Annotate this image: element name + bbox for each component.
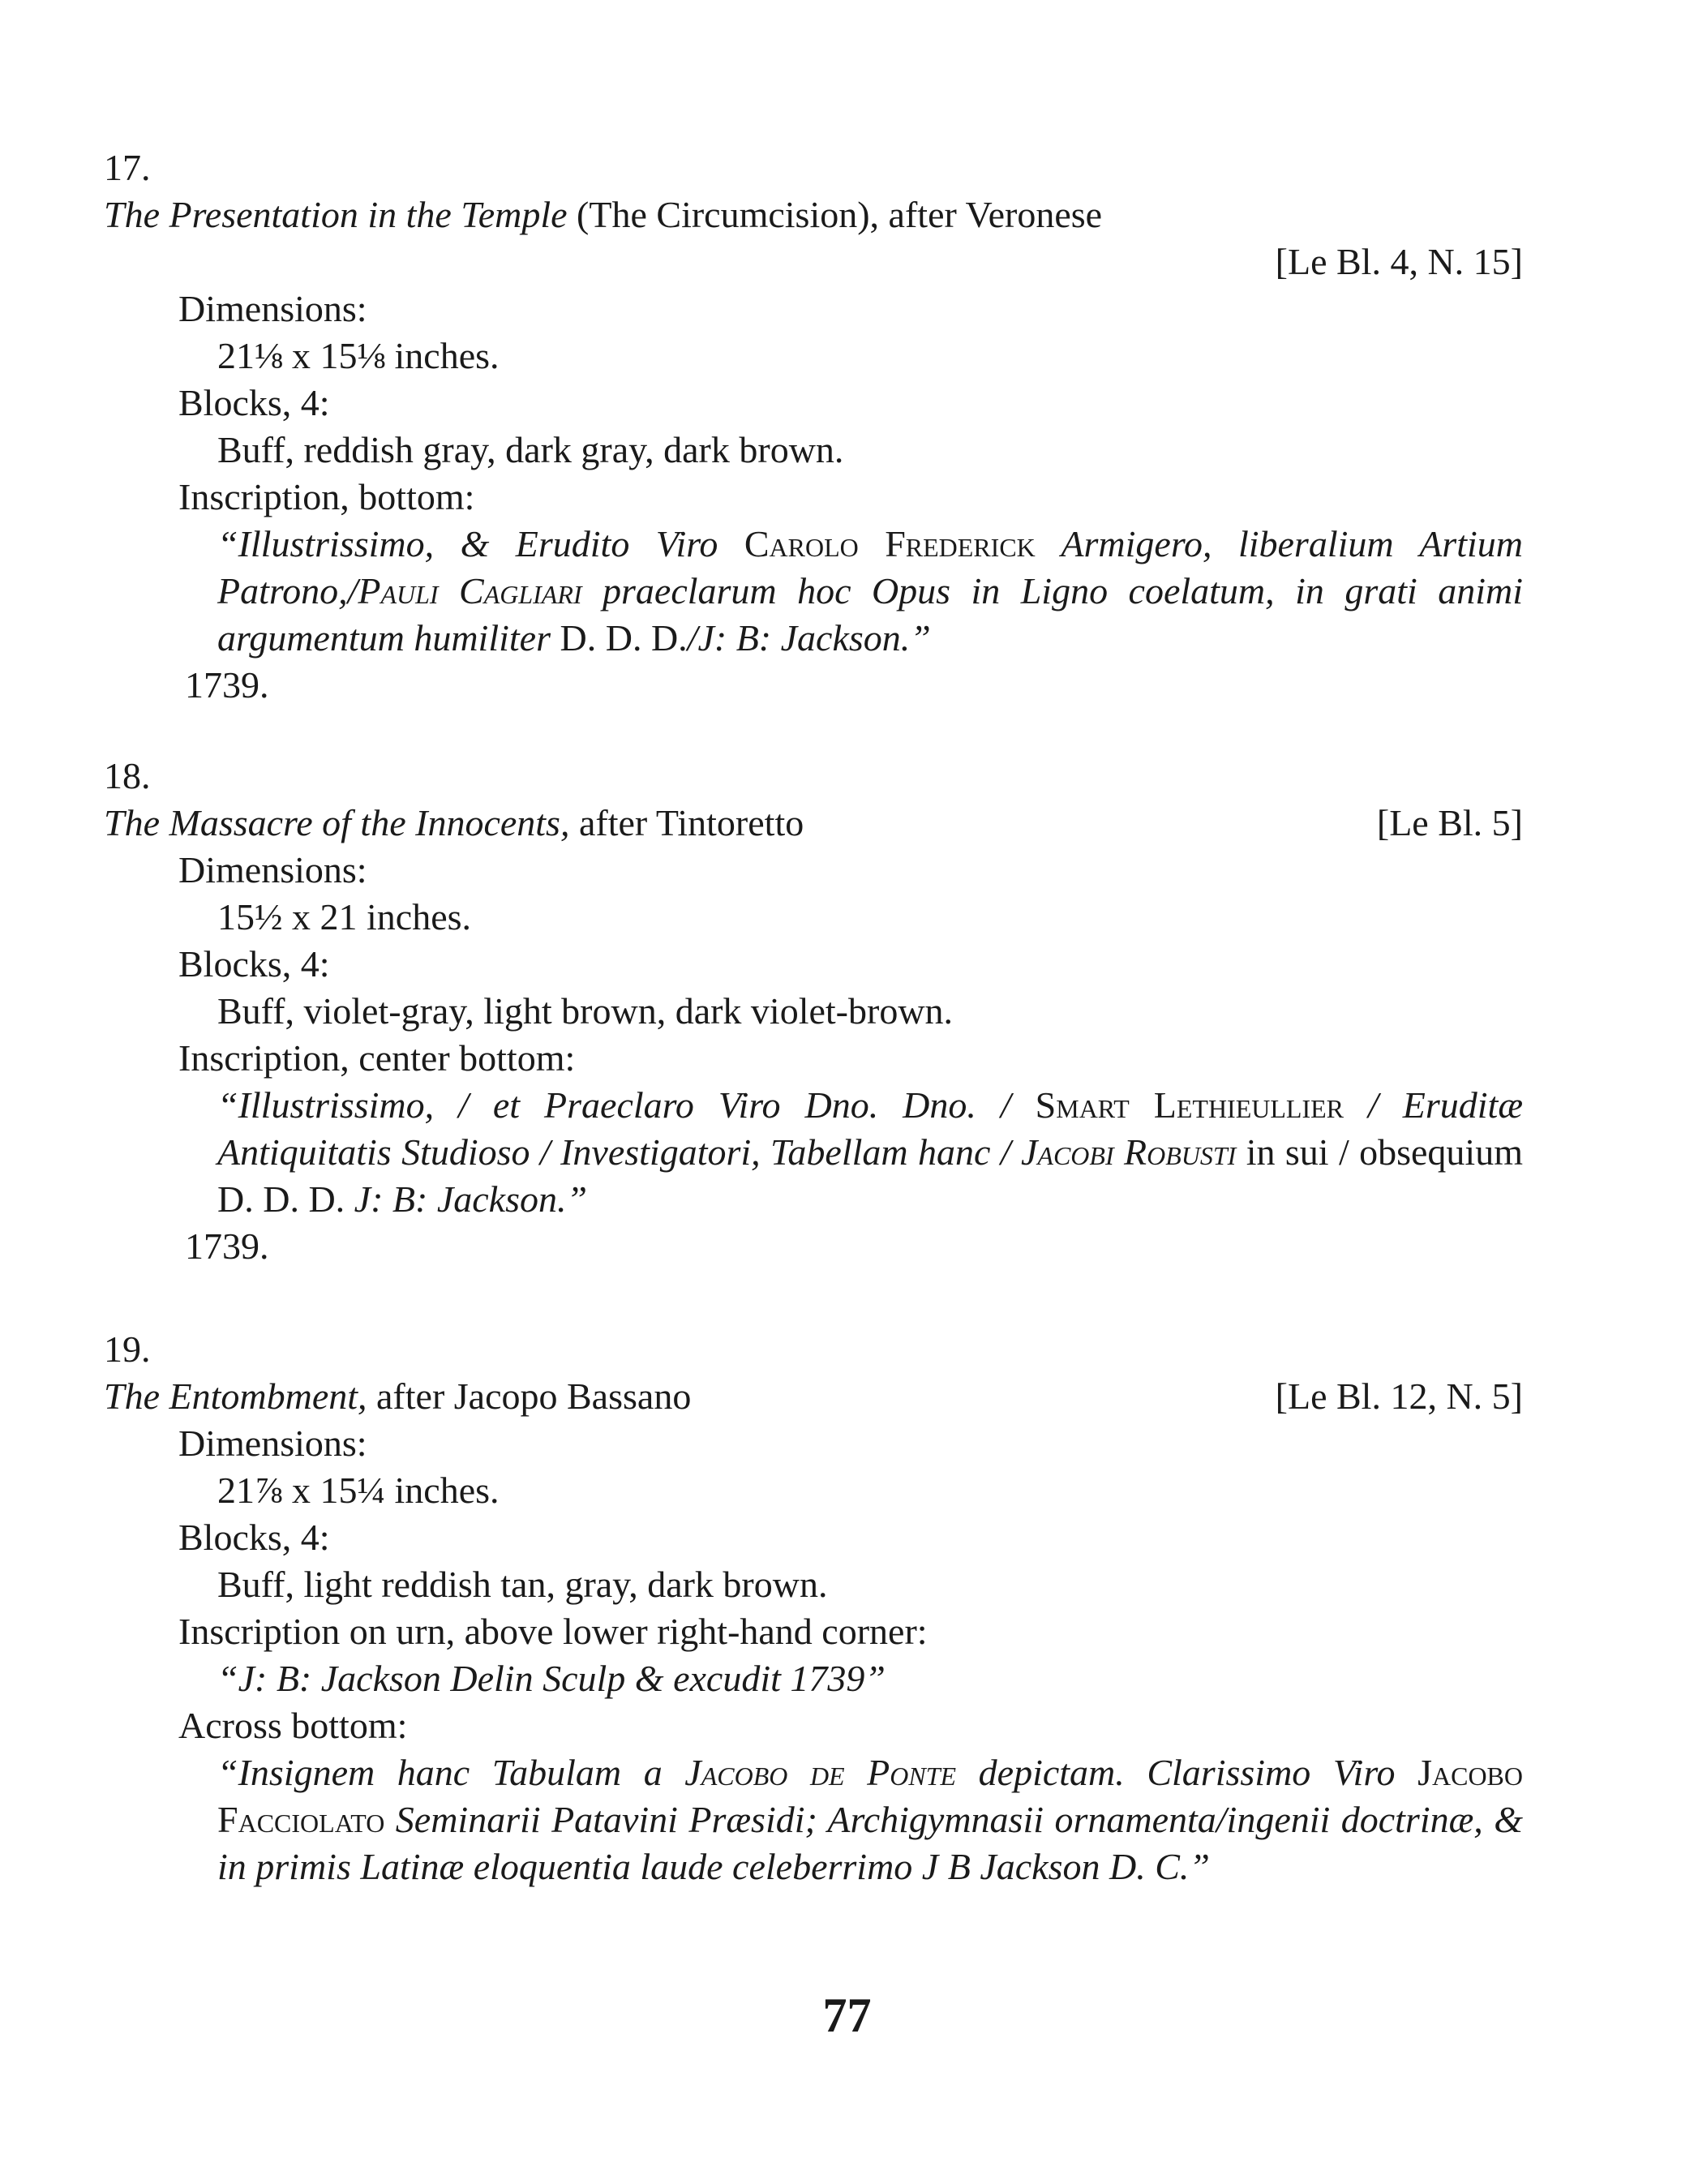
dimensions-label: Dimensions: — [178, 288, 367, 329]
title-italic: The Entombment, — [104, 1375, 367, 1417]
inscription-smallcaps: Jacobi Robusti — [1020, 1131, 1237, 1173]
inscription-roman: in sui / obsequium D. D. D. — [217, 1131, 1523, 1220]
le-blanc-reference: [Le Bl. 12, N. 5] — [1275, 1375, 1523, 1417]
urn-inscription-text: “J: B: Jackson Delin Sculp & excudit 1739” — [217, 1658, 886, 1699]
across-bottom-label: Across bottom: — [178, 1705, 408, 1746]
entry-number: 17. — [104, 147, 151, 188]
dimensions-value: 21⅞ x 15¼ inches. — [217, 1470, 500, 1511]
title-rest: after Tintoretto — [569, 802, 804, 843]
dimensions-value: 21⅛ x 15⅛ inches. — [217, 335, 500, 376]
blocks-label: Blocks, 4: — [178, 943, 330, 985]
inscription-roman: D. D. D. — [560, 617, 688, 659]
inscription-smallcaps: Jacobo Facciolato — [217, 1752, 1524, 1840]
inscription-part: “Insignem hanc Tabulam a — [217, 1752, 685, 1793]
entry-number: 18. — [104, 755, 151, 796]
inscription-part: “Illustrissimo, / et Praeclaro Viro Dno. Dno. / — [217, 1084, 1036, 1126]
page-number: 77 — [822, 1989, 872, 2042]
inscription-part: praeclarum hoc Opus in Ligno coelatum, in grati animi argumentum humiliter — [217, 570, 1523, 659]
inscription-smallcaps: Pauli Cagliari — [358, 570, 582, 611]
inscription-label: Inscription on urn, above lower right-hand corner: — [178, 1611, 928, 1652]
title-rest: after Jacopo Bassano — [367, 1375, 692, 1417]
title-italic: The Presentation in the Temple — [104, 194, 568, 235]
inscription-part: Armigero, liberalium Artium Patrono,/ — [217, 523, 1523, 611]
dimensions-label: Dimensions: — [178, 1422, 367, 1464]
dimensions-value: 15½ x 21 inches. — [217, 896, 472, 938]
le-blanc-reference: [Le Bl. 5] — [1376, 802, 1523, 843]
blocks-value: Buff, light reddish tan, gray, dark brown. — [217, 1564, 828, 1605]
catalog-entry-17 — [104, 144, 1523, 709]
inscription-part: Seminarii Patavini Præsidi; Archigymnasii ornamenta/ingenii doctrinæ, & in primis Latinæ eloquentia laude celeberrimo J B Jackson D. C.” — [217, 1799, 1523, 1887]
entry-title — [104, 800, 1523, 847]
inscription-part: / Eruditæ Antiquitatis Studioso / Investigatori, Tabellam hanc / — [217, 1084, 1524, 1173]
inscription-part: depictam. Clarissimo Viro — [956, 1752, 1418, 1793]
across-bottom-inscription — [104, 1749, 1523, 1890]
inscription-text — [104, 1082, 1523, 1223]
inscription-smallcaps: Smart Lethieullier — [1035, 1084, 1344, 1126]
inscription-part: “Illustrissimo, & Erudito Viro — [217, 523, 744, 564]
blocks-value: Buff, reddish gray, dark gray, dark brown. — [217, 429, 844, 470]
catalog-entry-18 — [104, 753, 1523, 1270]
le-blanc-reference: [Le Bl. 4, N. 15] — [1275, 241, 1523, 282]
entry-title — [104, 1373, 1523, 1420]
blocks-value: Buff, violet-gray, light brown, dark violet-brown. — [217, 990, 954, 1032]
inscription-label: Inscription, center bottom: — [178, 1037, 576, 1079]
inscription-part: /J: B: Jackson.” — [687, 617, 931, 659]
title-rest: (The Circumcision), after Veronese — [567, 194, 1103, 235]
entry-number: 19. — [104, 1328, 151, 1370]
dimensions-label: Dimensions: — [178, 849, 367, 890]
catalog-entry-19 — [104, 1326, 1523, 1890]
entry-year: 1739. — [185, 1225, 269, 1267]
inscription-text — [104, 521, 1523, 662]
entry-title — [104, 191, 1523, 285]
inscription-label: Inscription, bottom: — [178, 476, 475, 517]
entry-year: 1739. — [185, 664, 269, 706]
inscription-part: J: B: Jackson.” — [354, 1178, 588, 1220]
inscription-smallcaps: Jacobo de Ponte — [684, 1752, 957, 1793]
title-italic: The Massacre of the Innocents, — [104, 802, 570, 843]
inscription-smallcaps: Carolo Frederick — [744, 523, 1036, 564]
blocks-label: Blocks, 4: — [178, 1517, 330, 1558]
blocks-label: Blocks, 4: — [178, 382, 330, 423]
